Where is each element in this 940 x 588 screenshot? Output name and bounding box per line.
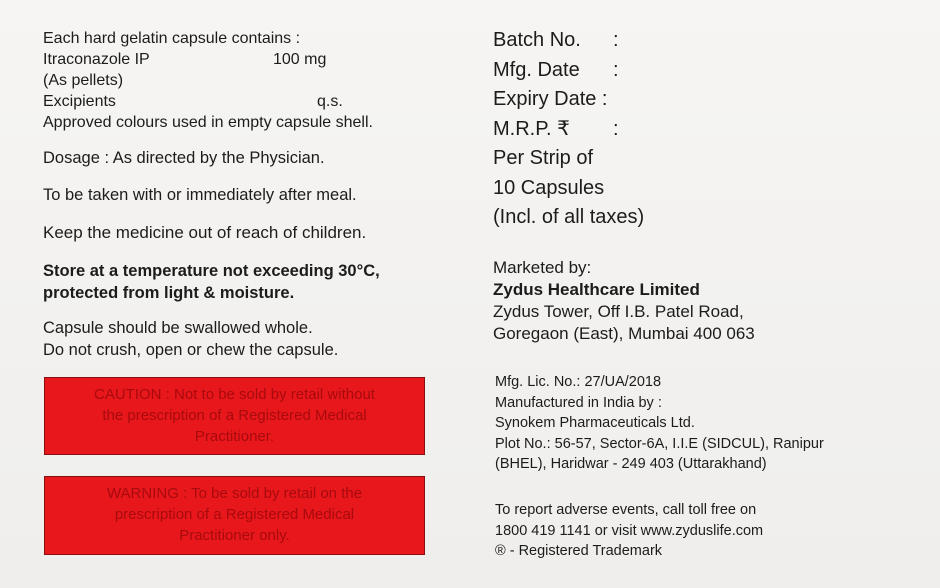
adverse-line-2: 1800 419 1141 or visit www.zyduslife.com [495, 522, 764, 539]
ingredient-form: (As pellets) [43, 72, 124, 89]
mfg-license: Mfg. Lic. No.: 27/UA/2018 [495, 374, 662, 390]
marketer-label: Marketed by: [493, 258, 592, 277]
marketer-address-2: Goregaon (East), Mumbai 400 063 [493, 324, 755, 343]
marketer-block [493, 257, 755, 345]
colours-note: Approved colours used in empty capsule shell. [43, 114, 373, 131]
excipients-label: Excipients [43, 93, 116, 110]
children-warning-text: Keep the medicine out of reach of children. [43, 223, 367, 242]
mrp-row [493, 115, 923, 145]
ingredient-quantity: 100 mg [273, 51, 327, 68]
swallow-line-1: Capsule should be swallowed whole. [43, 319, 313, 337]
manufactured-in: Manufactured in India by : [495, 394, 662, 411]
swallow-line-2: Do not crush, open or chew the capsule. [43, 340, 339, 359]
manufacturer-address-2: (BHEL), Haridwar - 249 403 (Uttarakhand) [495, 456, 767, 472]
excipients-quantity: q.s. [317, 93, 343, 110]
caution-line-2: the prescription of a Registered Medical [102, 407, 367, 424]
left-column [43, 28, 443, 359]
manufacturer-name: Synokem Pharmaceuticals Ltd. [495, 415, 695, 431]
composition-heading: Each hard gelatin capsule contains : [43, 30, 301, 47]
dosage-text: Dosage : As directed by the Physician. [43, 149, 325, 167]
marketer-company: Zydus Healthcare Limited [493, 280, 700, 299]
batch-row [493, 26, 923, 56]
capsule-count-text: 10 Capsules [493, 176, 605, 199]
adverse-line-1: To report adverse events, call toll free on [495, 502, 757, 518]
meal-text: To be taken with or immediately after meal. [43, 186, 357, 204]
per-strip-text: Per Strip of [493, 147, 594, 169]
ingredient-name: Itraconazole IP [43, 51, 150, 68]
mrp-label: M.R.P. ₹ [493, 117, 570, 140]
storage-line-2: protected from light & moisture. [43, 283, 295, 302]
batch-label: Batch No. [493, 29, 581, 51]
caution-line-1: CAUTION : Not to be sold by retail without [94, 386, 375, 403]
storage-text [43, 261, 380, 304]
warning-line-1: WARNING : To be sold by retail on the [106, 485, 363, 502]
warning-box [44, 476, 425, 555]
warning-line-3: Practitioner only. [179, 527, 290, 544]
excipients-row [43, 91, 443, 112]
batch-colon: : [613, 29, 619, 51]
manufacturer-block [495, 372, 824, 475]
swallow-instructions [43, 318, 338, 361]
composition-block [43, 28, 443, 133]
caution-box [44, 377, 425, 455]
manufacturer-address-1: Plot No.: 56-57, Sector-6A, I.I.E (SIDCUL), Ranipur [495, 435, 824, 452]
expiry-date-label: Expiry Date : [493, 88, 608, 110]
warning-line-2: prescription of a Registered Medical [114, 506, 355, 523]
mfg-date-label: Mfg. Date [493, 58, 580, 81]
marketer-address-1: Zydus Tower, Off I.B. Patel Road, [493, 302, 744, 321]
mfg-date-row [493, 56, 923, 86]
adverse-events-block [495, 500, 763, 562]
caution-line-3: Practitioner. [194, 428, 275, 445]
mfg-date-colon: : [613, 58, 619, 81]
trademark-note: ® - Registered Trademark [495, 543, 663, 559]
taxes-note: (Incl. of all taxes) [493, 206, 645, 228]
storage-line-1: Store at a temperature not exceeding 30°C, [43, 262, 380, 280]
right-column [493, 26, 923, 559]
ingredient-row [43, 49, 443, 70]
mrp-colon: : [613, 117, 619, 140]
batch-info-block [493, 26, 923, 233]
